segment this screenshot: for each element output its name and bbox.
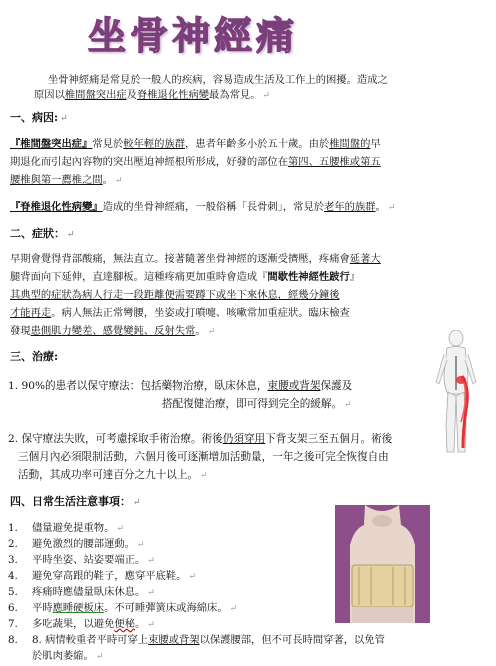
text: 。 xyxy=(195,325,206,337)
text: 常見於 xyxy=(92,138,124,150)
text: 2. 保守療法失敗，可考慮採取手術治療。術後 xyxy=(8,433,223,445)
item-number: 5. xyxy=(8,586,18,598)
paragraph-mark: ↵ xyxy=(95,652,104,662)
item-number: 4. xyxy=(8,570,18,582)
paragraph-mark: ↵ xyxy=(262,91,271,101)
item-emph: 應睡硬板床 xyxy=(52,602,105,614)
text-emph: 延著大 xyxy=(349,253,381,265)
item-text: 以保護腰部，但不可長時間穿著，以免管 xyxy=(199,634,385,646)
sciatic-nerve-illustration xyxy=(428,330,484,456)
text-emph: 椎間盤的 xyxy=(329,138,371,150)
cause-p2 xyxy=(10,198,395,217)
text-emph: 其典型的症狀為病人行走一段距離便需要蹲下或坐下來休息，經幾分鐘後 xyxy=(10,289,340,301)
intro-text: 及 xyxy=(126,89,137,101)
symptom-line-3 xyxy=(10,286,340,304)
item-emph: 束腰或背架 xyxy=(148,634,200,646)
item-number: 8. xyxy=(8,634,18,646)
intro-text: 原因以 xyxy=(34,89,65,101)
text: 早 xyxy=(370,138,381,150)
item-number: 2. xyxy=(8,538,18,550)
item-emph: 便秘 xyxy=(114,618,135,630)
term-disc-herniation: 『椎間盤突出症』 xyxy=(10,138,93,150)
text: 發現 xyxy=(10,325,31,337)
item-text: 儘量避免提重物。 xyxy=(32,522,115,534)
paragraph-mark: ↵ xyxy=(67,230,75,240)
text-emph: 才能再走 xyxy=(10,307,52,319)
paragraph-mark: ↵ xyxy=(116,524,124,534)
paragraph-mark: ↵ xyxy=(114,176,123,186)
item-text: 避免穿高跟的鞋子，應穿平底鞋。 xyxy=(32,570,187,582)
text: 1. 90%的患者以保守療法：包括藥物治療，臥床休息， xyxy=(8,380,268,392)
text: 造成的坐骨神經痛，一般俗稱「長骨刺」，常見於 xyxy=(102,201,325,213)
paragraph-mark: ↵ xyxy=(147,556,155,566)
text: 一年之後可完全恢復自由 xyxy=(272,451,389,463)
paragraph-mark: ↵ xyxy=(387,203,396,213)
item-number: 7. xyxy=(8,618,18,630)
heading-cause xyxy=(10,110,68,127)
page-title: 坐骨神經痛 xyxy=(88,13,299,58)
text: 』 xyxy=(349,271,361,283)
intro-line-2 xyxy=(34,86,270,105)
text: 。病人無法正常彎腰，坐姿或打噴嚏、咳嗽常加重症狀。臨床檢查 xyxy=(51,307,350,319)
paragraph-mark: ↵ xyxy=(133,498,141,508)
item-number: 3. xyxy=(8,554,18,566)
item-text: 多吃蔬果，以避免 xyxy=(32,618,115,630)
term-intermittent-claudication: 間歇性神經性跛行 xyxy=(267,271,350,283)
item-number: 6. xyxy=(8,602,18,614)
text: ，患者年齡多小於五十歲。由於 xyxy=(185,138,330,150)
text-emph: 較年輕的族群 xyxy=(123,138,186,150)
text-emph: 第四、五腰椎或第五 xyxy=(288,156,381,168)
cause-p1-line-2 xyxy=(10,153,381,171)
paragraph-mark: ↵ xyxy=(229,604,238,614)
paragraph-mark: ↵ xyxy=(147,620,155,630)
text: 期退化而引起內容物的突出壓迫神經根所形成，好發的部位在 xyxy=(10,156,289,168)
paragraph-mark: ↵ xyxy=(60,114,68,124)
cause-p1-line-3 xyxy=(10,171,123,190)
item-text: 平時坐姿、站姿要端正。 xyxy=(32,554,146,566)
heading-text: 二、症狀： xyxy=(10,227,65,240)
heading-text: 三、治療: xyxy=(10,350,59,363)
text-emph: 腰椎與第一薦椎之間 xyxy=(10,174,103,186)
paragraph-mark: ↵ xyxy=(188,572,196,582)
text: 活動，其成功率可達百分之九十以上。 xyxy=(18,469,199,481)
intro-text: 坐骨神經痛是常見於一般人的疾病，容易造成生活及工作上的困擾。造成之 xyxy=(48,74,388,86)
paragraph-mark: ↵ xyxy=(136,540,145,550)
heading-text: 一、病因: xyxy=(10,111,59,124)
paragraph-mark: ↵ xyxy=(207,327,216,337)
text-emph: 患側肌力變差、感覺變鈍、反射失常 xyxy=(30,325,196,337)
symptom-line-4 xyxy=(10,304,350,322)
item-text: 。不可睡彈簧床或海綿床。 xyxy=(104,602,228,614)
text: 六個月後可逐漸增加活動量， xyxy=(134,451,273,463)
heading-daily-care xyxy=(10,494,141,511)
paragraph-mark: ↵ xyxy=(200,471,208,481)
back-brace-photo xyxy=(335,505,430,623)
treatment-line-4 xyxy=(18,448,389,466)
intro-emph: 脊椎退化性病變 xyxy=(136,89,210,101)
item-text: 於肌肉萎縮。 xyxy=(32,650,94,662)
text: 搭配復健治療，即可得到完全的緩解。 xyxy=(162,398,343,410)
item-text: 疼痛時應儘量臥床休息。 xyxy=(32,586,146,598)
intro-emph: 椎間盤突出症 xyxy=(64,89,127,101)
text: 三 xyxy=(18,451,29,463)
item-number: 1. xyxy=(8,522,18,534)
symptom-line-5 xyxy=(10,322,215,341)
text: 早期會覺得背部酸痛，無法直立。接著隨著坐骨神經的逐漸受擠壓，疼痛會 xyxy=(10,253,350,265)
symptom-line-1 xyxy=(10,250,381,268)
text-emph: 老年的族群 xyxy=(324,201,376,213)
treatment-line-2 xyxy=(162,395,352,414)
heading-symptom xyxy=(10,226,75,243)
item-text: 平時 xyxy=(32,602,53,614)
paragraph-mark: ↵ xyxy=(147,588,155,598)
text: 個月內必須限制活動， xyxy=(28,451,135,463)
heading-text: 四、日常生活注意事項： xyxy=(10,495,131,508)
intro-text: 最為常見。 xyxy=(209,89,261,101)
text: 腿背面向下延伸，直達腳板。這種疼痛更加重時會造成『 xyxy=(10,271,268,283)
item-text: 8. 病情較重者平時可穿上 xyxy=(32,634,149,646)
treatment-line-1 xyxy=(8,377,352,395)
text-emph: 仍須穿用 xyxy=(222,433,266,445)
term-spinal-degeneration: 『脊椎退化性病變』 xyxy=(10,201,103,213)
symptom-line-2 xyxy=(10,268,360,286)
treatment-line-3 xyxy=(8,430,392,448)
text: 保護及 xyxy=(320,380,353,392)
item-text: 避免激烈的腰部運動。 xyxy=(32,538,135,550)
paragraph-mark: ↵ xyxy=(344,400,352,410)
text: 。 xyxy=(102,174,113,186)
heading-treatment xyxy=(10,349,58,365)
item-text: 。 xyxy=(134,618,146,630)
text: 。 xyxy=(375,201,386,213)
text-emph: 束腰或背架 xyxy=(267,380,321,392)
cause-p1-line-1 xyxy=(10,135,381,153)
text: 下背支架三至五個月。術後 xyxy=(265,433,393,445)
treatment-line-5 xyxy=(18,466,208,485)
